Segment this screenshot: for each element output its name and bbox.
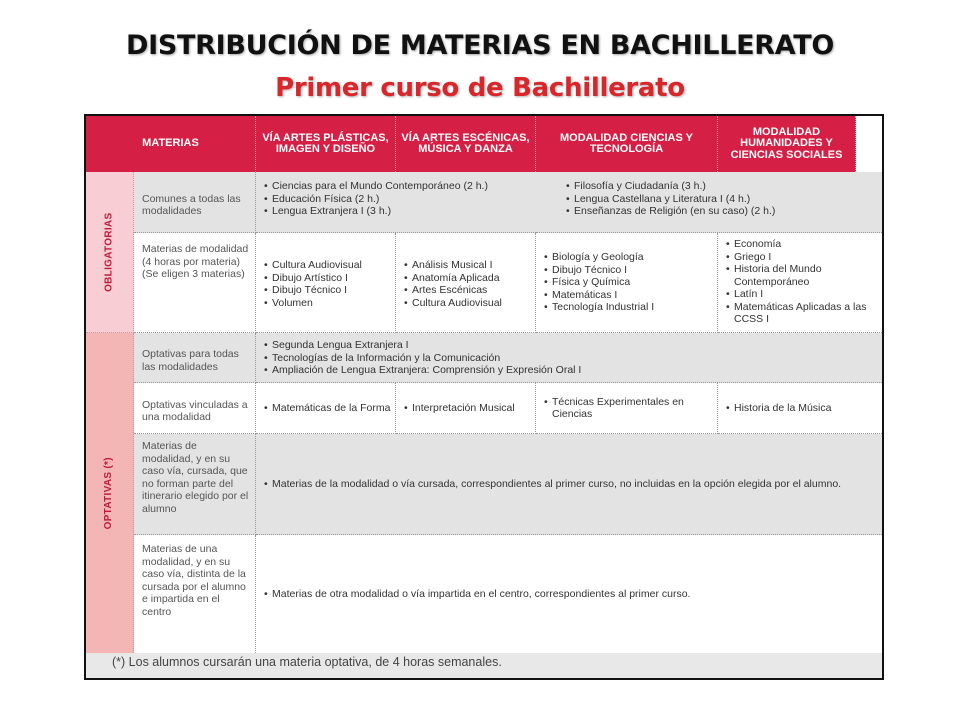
list-item: • Artes Escénicas bbox=[404, 284, 531, 297]
row-label-modalidad: Materias de modalidad (4 horas por materia) (Se eligen 3 materias) bbox=[134, 233, 256, 333]
list-item: • Dibujo Técnico I bbox=[264, 284, 391, 297]
list-item: • Ampliación de Lengua Extranjera: Comprensión y Expresión Oral I bbox=[264, 364, 878, 377]
vinculadas-humanidades-cell bbox=[718, 383, 882, 434]
header-ciencias: MODALIDAD CIENCIAS Y TECNOLOGÍA bbox=[536, 116, 718, 172]
modalidad-artes-escenicas-cell bbox=[396, 233, 536, 333]
list-item: • Griego I bbox=[726, 251, 878, 264]
list-item: • Historia del Mundo Contemporáneo bbox=[726, 263, 878, 288]
list-item: • Dibujo Artístico I bbox=[264, 272, 391, 285]
row-label-optativas-todas: Optativas para todas las modalidades bbox=[134, 333, 256, 383]
modalidad-ciencias-cell bbox=[536, 233, 718, 333]
list-item: • Anatomía Aplicada bbox=[404, 272, 531, 285]
list-item: • Lengua Extranjera I (3 h.) bbox=[264, 205, 532, 218]
group-optativas bbox=[86, 333, 134, 653]
list-item: • Segunda Lengua Extranjera I bbox=[264, 339, 878, 352]
list-item: • Cultura Audiovisual bbox=[264, 259, 391, 272]
page-title: DISTRIBUCIÓN DE MATERIAS EN BACHILLERATO bbox=[125, 30, 835, 61]
list-item: • Volumen bbox=[264, 297, 391, 310]
list-item: • Biología y Geología bbox=[544, 251, 713, 264]
subjects-table bbox=[84, 114, 884, 680]
modalidad-humanidades-cell bbox=[718, 233, 882, 333]
row-label-materias-otra: Materias de una modalidad, y en su caso vía, distinta de la cursada por el alumno e impartida en el centro bbox=[134, 535, 256, 653]
materias-otra-cell bbox=[256, 535, 882, 653]
list-item: • Materias de otra modalidad o vía impartida en el centro, correspondientes al primer curso. bbox=[264, 588, 690, 601]
group-obligatorias bbox=[86, 172, 134, 333]
list-item: • Matemáticas de la Forma bbox=[264, 402, 390, 415]
list-item: • Matemáticas Aplicadas a las CCSS I bbox=[726, 301, 878, 326]
list-item: • Interpretación Musical bbox=[404, 402, 515, 415]
list-item: • Técnicas Experimentales en Ciencias bbox=[544, 396, 713, 421]
vinculadas-artes-plasticas-cell bbox=[256, 383, 396, 434]
list-item: • Matemáticas I bbox=[544, 289, 713, 302]
vinculadas-artes-escenicas-cell bbox=[396, 383, 536, 434]
header-blank bbox=[856, 116, 882, 172]
list-item: • Materias de la modalidad o vía cursada, correspondientes al primer curso, no incluidas en la opción elegida por el alumno. bbox=[264, 478, 841, 491]
list-item: • Análisis Musical I bbox=[404, 259, 531, 272]
list-item: • Enseñanzas de Religión (en su caso) (2 h.) bbox=[566, 205, 878, 218]
list-item: • Filosofía y Ciudadanía (3 h.) bbox=[566, 180, 878, 193]
header-artes-escenicas: VÍA ARTES ESCÉNICAS, MÚSICA Y DANZA bbox=[396, 116, 536, 172]
vinculadas-ciencias-cell bbox=[536, 383, 718, 434]
list-item: • Ciencias para el Mundo Contemporáneo (2 h.) bbox=[264, 180, 532, 193]
list-item: • Física y Química bbox=[544, 276, 713, 289]
materias-misma-cell bbox=[256, 434, 882, 535]
list-item: • Educación Física (2 h.) bbox=[264, 193, 532, 206]
list-item: • Lengua Castellana y Literatura I (4 h.) bbox=[566, 193, 878, 206]
group-obligatorias-label: OBLIGATORIAS bbox=[103, 212, 115, 292]
optativas-todas-cell bbox=[256, 333, 882, 383]
row-label-materias-misma: Materias de modalidad, y en su caso vía, cursada, que no forman parte del itinerario elegido por el alumno bbox=[134, 434, 256, 535]
row-label-comunes: Comunes a todas las modalidades bbox=[134, 172, 256, 233]
list-item: • Latín I bbox=[726, 288, 878, 301]
header-artes-plasticas: VÍA ARTES PLÁSTICAS, IMAGEN Y DISEÑO bbox=[256, 116, 396, 172]
modalidad-artes-plasticas-cell bbox=[256, 233, 396, 333]
footnote: (*) Los alumnos cursarán una materia optativa, de 4 horas semanales. bbox=[86, 653, 882, 678]
list-item: • Economía bbox=[726, 238, 878, 251]
row-label-optativas-vinculadas: Optativas vinculadas a una modalidad bbox=[134, 383, 256, 434]
list-item: • Dibujo Técnico I bbox=[544, 264, 713, 277]
list-item: • Historia de la Música bbox=[726, 402, 831, 415]
header-humanidades: MODALIDAD HUMANIDADES Y CIENCIAS SOCIALES bbox=[718, 116, 856, 172]
group-optativas-label: OPTATIVAS (*) bbox=[103, 456, 115, 530]
page-subtitle: Primer curso de Bachillerato bbox=[275, 73, 685, 103]
comunes-left-cell bbox=[256, 172, 536, 233]
list-item: • Cultura Audiovisual bbox=[404, 297, 531, 310]
list-item: • Tecnología Industrial I bbox=[544, 301, 713, 314]
comunes-right-cell bbox=[536, 172, 882, 233]
header-materias: MATERIAS bbox=[86, 116, 256, 172]
list-item: • Tecnologías de la Información y la Comunicación bbox=[264, 352, 878, 365]
